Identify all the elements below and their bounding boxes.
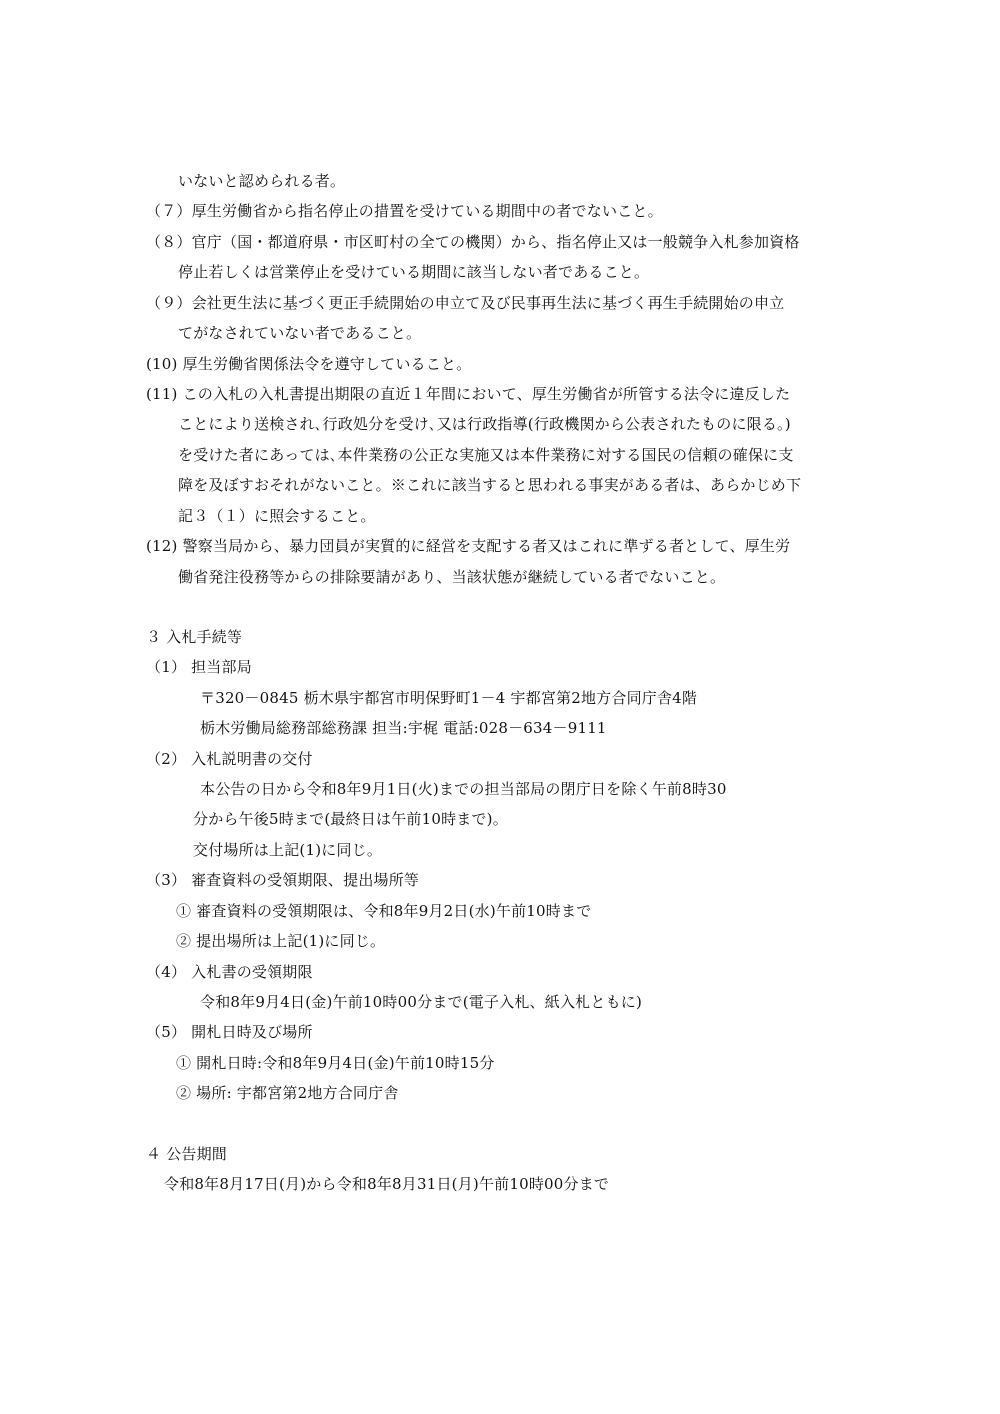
qualification-item-9: （９）会社更生法に基づく更正手続開始の申立て及び民事再生法に基づく再生手続開始の申立 — [146, 294, 785, 312]
qualification-item-7: （７）厚生労働省から指名停止の措置を受けている期間中の者でないこと。 — [146, 202, 663, 220]
qualification-item-8: （８）官庁（国・都道府県・市区町村の全ての機関）から、指名停止又は一般競争入札参加資格 — [146, 233, 800, 251]
qualification-item-12-cont: 働省発注役務等からの排除要請があり、当該状態が継続している者でないこと。 — [178, 568, 726, 586]
qualification-item-11-cont: 記３（１）に照会すること。 — [178, 507, 376, 525]
qualification-item-11-cont: 障を及ぼすおそれがないこと。※これに該当すると思われる事実がある者は、あらかじめ下 — [178, 476, 802, 494]
distribution-period-cont: 分から午後5時まで(最終日は午前10時まで)。 — [193, 810, 508, 828]
subsection-5-heading: （5） 開札日時及び場所 — [146, 1023, 313, 1041]
subsection-1-heading: （1） 担当部局 — [146, 658, 252, 676]
qualification-item-12: (12) 警察当局から、暴力団員が実質的に経営を支配する者又はこれに準ずる者として、厚生労 — [146, 537, 791, 555]
subsection-4-heading: （4） 入札書の受領期限 — [146, 963, 313, 981]
notice-period: 令和8年8月17日(月)から令和8年8月31日(月)午前10時00分まで — [164, 1175, 610, 1193]
distribution-period: 本公告の日から令和8年9月1日(火)までの担当部局の閉庁日を除く午前8時30 — [200, 780, 727, 798]
section-4-heading: ４ 公告期間 — [146, 1145, 227, 1163]
office-address: 〒320－0845 栃木県宇都宮市明保野町1－4 宇都宮第2地方合同庁舎4階 — [200, 689, 698, 707]
review-deadline: ① 審査資料の受領期限は、令和8年9月2日(水)午前10時まで — [176, 902, 592, 920]
opening-datetime: ① 開札日時:令和8年9月4日(金)午前10時15分 — [176, 1054, 495, 1072]
qualification-item-8-cont: 停止若しくは営業停止を受けている期間に該当しない者であること。 — [178, 263, 650, 281]
submission-place: ② 提出場所は上記(1)に同じ。 — [176, 932, 386, 950]
qualification-item-11: (11) この入札の入札書提出期限の直近１年間において、厚生労働省が所管する法令に違反した — [146, 385, 791, 403]
office-contact: 栃木労働局総務部総務課 担当:宇梶 電話:028－634－9111 — [200, 719, 607, 737]
section-3-heading: ３ 入札手続等 — [146, 628, 243, 646]
continued-text-line: いないと認められる者。 — [178, 172, 346, 190]
qualification-item-9-cont: てがなされていない者であること。 — [178, 324, 422, 342]
bid-deadline: 令和8年9月4日(金)午前10時00分まで(電子入札、紙入札ともに) — [200, 993, 643, 1011]
subsection-2-heading: （2） 入札説明書の交付 — [146, 750, 313, 768]
subsection-3-heading: （3） 審査資料の受領期限、提出場所等 — [146, 871, 420, 889]
qualification-item-11-cont: を受けた者にあっては､本件業務の公正な実施又は本件業務に対する国民の信頼の確保に支 — [178, 446, 794, 464]
qualification-item-10: (10) 厚生労働省関係法令を遵守していること。 — [146, 355, 472, 373]
opening-place: ② 場所: 宇都宮第2地方合同庁舎 — [176, 1084, 399, 1102]
distribution-place: 交付場所は上記(1)に同じ。 — [193, 841, 383, 859]
qualification-item-11-cont: ことにより送検され､行政処分を受け､又は行政指導(行政機関から公表されたものに限る。) — [178, 415, 791, 433]
